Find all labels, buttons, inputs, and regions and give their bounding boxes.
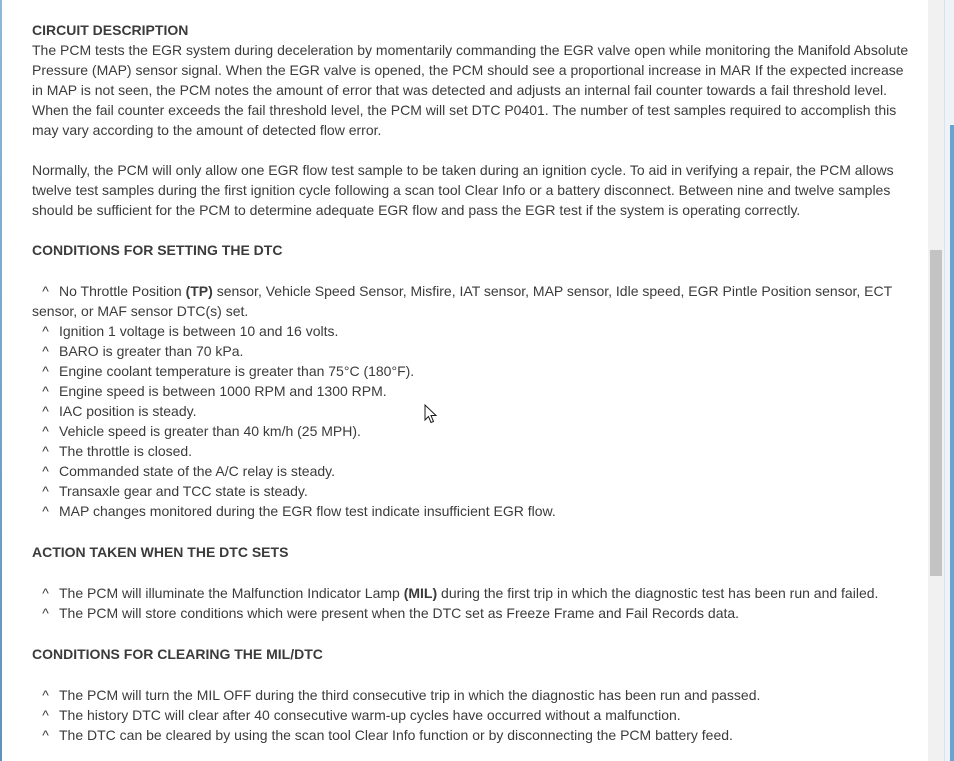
list-item: ^ The DTC can be cleared by using the scan tool Clear Info function or by disconnecting the PCM battery feed. [32,725,912,745]
list-item: ^ The history DTC will clear after 40 consecutive warm-up cycles have occurred without a malfunction. [32,705,912,725]
scrollbar-thumb[interactable] [930,250,942,576]
window-accent-bar [950,125,954,761]
list-item: ^ Engine coolant temperature is greater than 75°C (180°F). [32,361,912,381]
list-item: ^ Vehicle speed is greater than 40 km/h (25 MPH). [32,421,912,441]
list-item: ^ BARO is greater than 70 kPa. [32,341,912,361]
circuit-description-heading: CIRCUIT DESCRIPTION [32,22,189,38]
caret-icon: ^ [42,343,49,359]
caret-icon: ^ [42,383,49,399]
document-content [32,20,912,745]
caret-icon: ^ [42,363,49,379]
caret-icon: ^ [42,707,49,723]
vertical-scrollbar[interactable] [928,0,944,761]
caret-icon: ^ [42,423,49,439]
list-item: ^ The PCM will illuminate the Malfunction Indicator Lamp (MIL) during the first trip in which the diagnostic test has been run and failed. [32,583,912,603]
list-item: ^ Commanded state of the A/C relay is steady. [32,461,912,481]
circuit-description-paragraph-2: Normally, the PCM will only allow one EGR flow test sample to be taken during an ignition cycle. To aid in verifying a repair, the PCM allows twelve test samples during the first ignition cycle following a scan tool Clear Info or a battery disconnect. Between nine and twelve samples should be sufficient for the PCM to determine adequate EGR flow and pass the EGR test if the system is operating correctly. [32,162,894,218]
mouse-pointer-icon [424,404,438,424]
caret-icon: ^ [42,283,49,299]
list-item: ^ The throttle is closed. [32,441,912,461]
caret-icon: ^ [42,585,49,601]
caret-icon: ^ [42,605,49,621]
action-taken-heading: ACTION TAKEN WHEN THE DTC SETS [32,544,289,560]
list-item: ^ IAC position is steady. [32,401,912,421]
circuit-description-paragraph-1: The PCM tests the EGR system during deceleration by momentarily commanding the EGR valve open while monitoring the Manifold Absolute Pressure (MAP) sensor signal. When the EGR valve is opened, the PCM should see a proportional increase in MAR If the expected increase in MAP is not seen, the PCM notes the amount of error that was detected and adjusts an internal fail counter towards a fail threshold level. When the fail counter exceeds the fail threshold level, the PCM will set DTC P0401. The number of test samples required to accomplish this may vary according to the amount of detected flow error. [32,42,909,138]
window-right-edge [944,0,954,761]
conditions-setting-heading: CONDITIONS FOR SETTING THE DTC [32,242,283,258]
caret-icon: ^ [42,687,49,703]
caret-icon: ^ [42,443,49,459]
caret-icon: ^ [42,483,49,499]
caret-icon: ^ [42,727,49,743]
list-item: ^ Engine speed is between 1000 RPM and 1300 RPM. [32,381,912,401]
list-item: ^ The PCM will turn the MIL OFF during the third consecutive trip in which the diagnostic has been run and passed. [32,685,912,705]
window-left-edge [0,0,2,761]
action-taken-list [32,583,912,623]
list-item: ^ No Throttle Position (TP) sensor, Vehicle Speed Sensor, Misfire, IAT sensor, MAP sensor, Idle speed, EGR Pintle Position sensor, ECT sensor, or MAF sensor DTC(s) set. [32,283,892,319]
caret-icon: ^ [42,403,49,419]
caret-icon: ^ [42,463,49,479]
caret-icon: ^ [42,323,49,339]
caret-icon: ^ [42,503,49,519]
conditions-setting-list [32,281,912,521]
list-item: ^ Transaxle gear and TCC state is steady. [32,481,912,501]
conditions-clearing-list [32,685,912,745]
list-item: ^ MAP changes monitored during the EGR flow test indicate insufficient EGR flow. [32,501,912,521]
conditions-clearing-heading: CONDITIONS FOR CLEARING THE MIL/DTC [32,646,323,662]
list-item: ^ Ignition 1 voltage is between 10 and 16 volts. [32,321,912,341]
list-item: ^ The PCM will store conditions which were present when the DTC set as Freeze Frame and Fail Records data. [32,603,912,623]
